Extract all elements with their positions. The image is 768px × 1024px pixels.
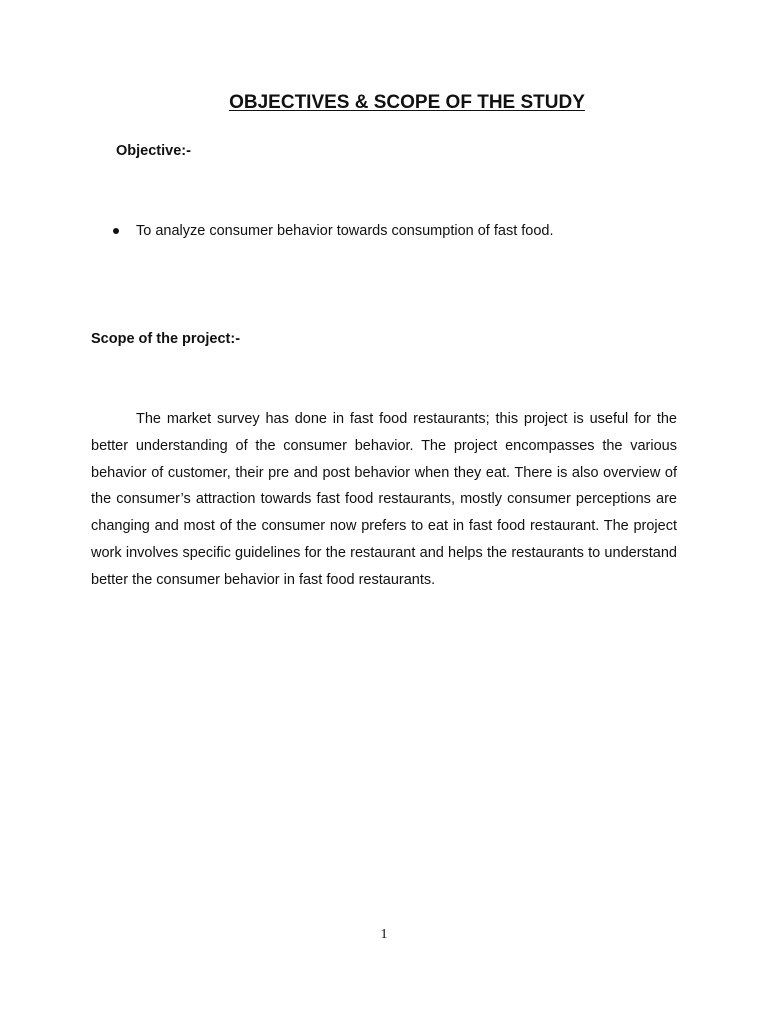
page-title: OBJECTIVES & SCOPE OF THE STUDY: [229, 92, 585, 113]
objective-list: [110, 222, 554, 240]
objective-text: To analyze consumer behavior towards consumption of fast food.: [136, 223, 554, 239]
page-number: 1: [380, 927, 388, 942]
scope-heading: Scope of the project:-: [91, 331, 241, 347]
objective-list-item: [110, 222, 554, 240]
scope-paragraph: The market survey has done in fast food restaurants; this project is useful for the better understanding of the consumer behavior. The project encompasses the various behavior of customer, their pre and post behavior when they eat. There is also overview of the consumer’s attraction towards fast food restaurants, mostly consumer perceptions are changing and most of the consumer now prefers to eat in fast food restaurant. The project work involves specific guidelines for the restaurant and helps the restaurants to understand better the consumer behavior in fast food restaurants.: [91, 411, 677, 588]
objective-heading: Objective:-: [116, 143, 191, 159]
bullet-icon: [113, 228, 119, 234]
